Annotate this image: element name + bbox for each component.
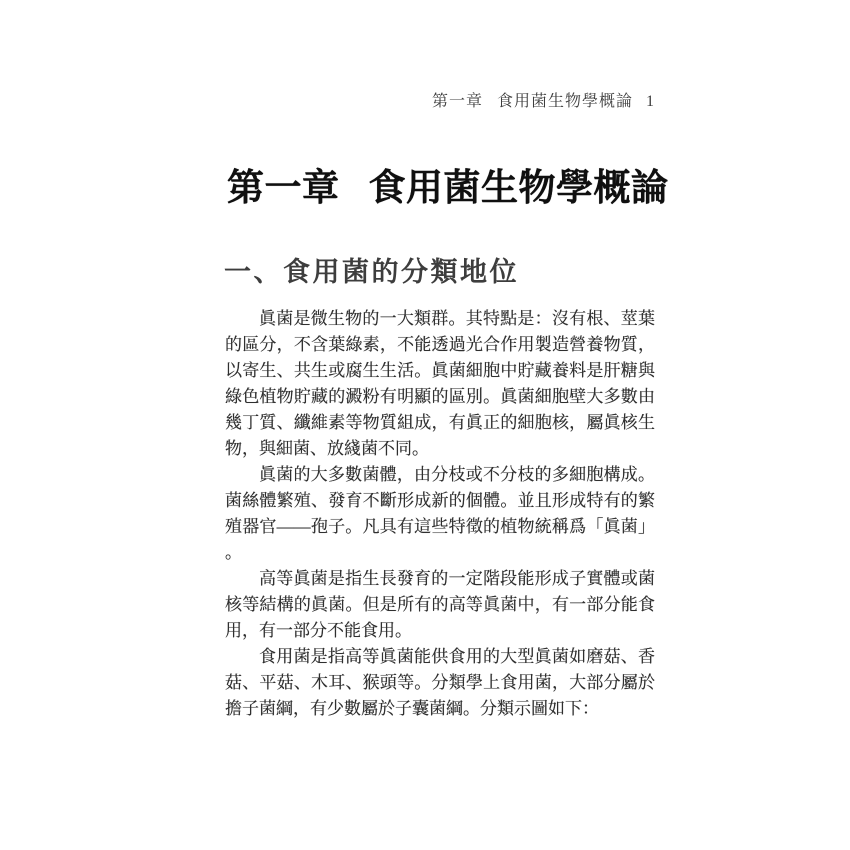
body-line: 菇、平菇、木耳、猴頭等。分類學上食用菌，大部分屬於 xyxy=(225,673,655,692)
body-line: 用，有一部分不能食用。 xyxy=(225,621,412,640)
page-number: 1 xyxy=(646,93,655,110)
body-line: 殖器官——孢子。凡具有這些特徵的植物統稱爲「眞菌」 xyxy=(225,517,655,536)
body-line: 眞菌是微生物的一大類群。其特點是：沒有根、莖葉 xyxy=(259,309,655,328)
body-line: 的區分，不含葉綠素，不能透過光合作用製造營養物質， xyxy=(225,335,655,354)
body-line: 高等眞菌是指生長發育的一定階段能形成子實體或菌 xyxy=(259,569,655,588)
body-line: 物，與細菌、放綫菌不同。 xyxy=(225,439,429,458)
chapter-name: 食用菌生物學概論 xyxy=(368,168,669,209)
paragraph xyxy=(225,306,655,462)
body-line: 食用菌是指高等眞菌能供食用的大型眞菌如磨菇、香 xyxy=(259,647,655,666)
body-line: 。 xyxy=(225,543,242,562)
body-line: 核等結構的眞菌。但是所有的高等眞菌中，有一部分能食 xyxy=(225,595,655,614)
paragraph xyxy=(225,462,655,566)
chapter-number: 第一章 xyxy=(227,168,340,209)
body-line: 綠色植物貯藏的澱粉有明顯的區別。眞菌細胞壁大多數由 xyxy=(225,387,655,406)
section-heading: 一、食用菌的分類地位 xyxy=(224,257,519,287)
body-text xyxy=(225,306,655,722)
body-line: 眞菌的大多數菌體，由分枝或不分枝的多細胞構成。 xyxy=(259,465,655,484)
body-line: 以寄生、共生或腐生生活。眞菌細胞中貯藏養料是肝糖與 xyxy=(225,361,655,380)
running-header-chapter: 第一章 xyxy=(431,93,483,110)
running-header xyxy=(225,88,655,111)
paragraph xyxy=(225,644,655,722)
body-line: 菌絲體繁殖、發育不斷形成新的個體。並且形成特有的繁 xyxy=(225,491,655,510)
body-line: 幾丁質、纖維素等物質組成，有眞正的細胞核，屬眞核生 xyxy=(225,413,655,432)
running-header-title: 食用菌生物學概論 xyxy=(496,93,633,110)
paragraph xyxy=(225,566,655,644)
body-line: 擔子菌綱，有少數屬於子囊菌綱。分類示圖如下： xyxy=(225,699,599,718)
chapter-title xyxy=(227,157,669,211)
